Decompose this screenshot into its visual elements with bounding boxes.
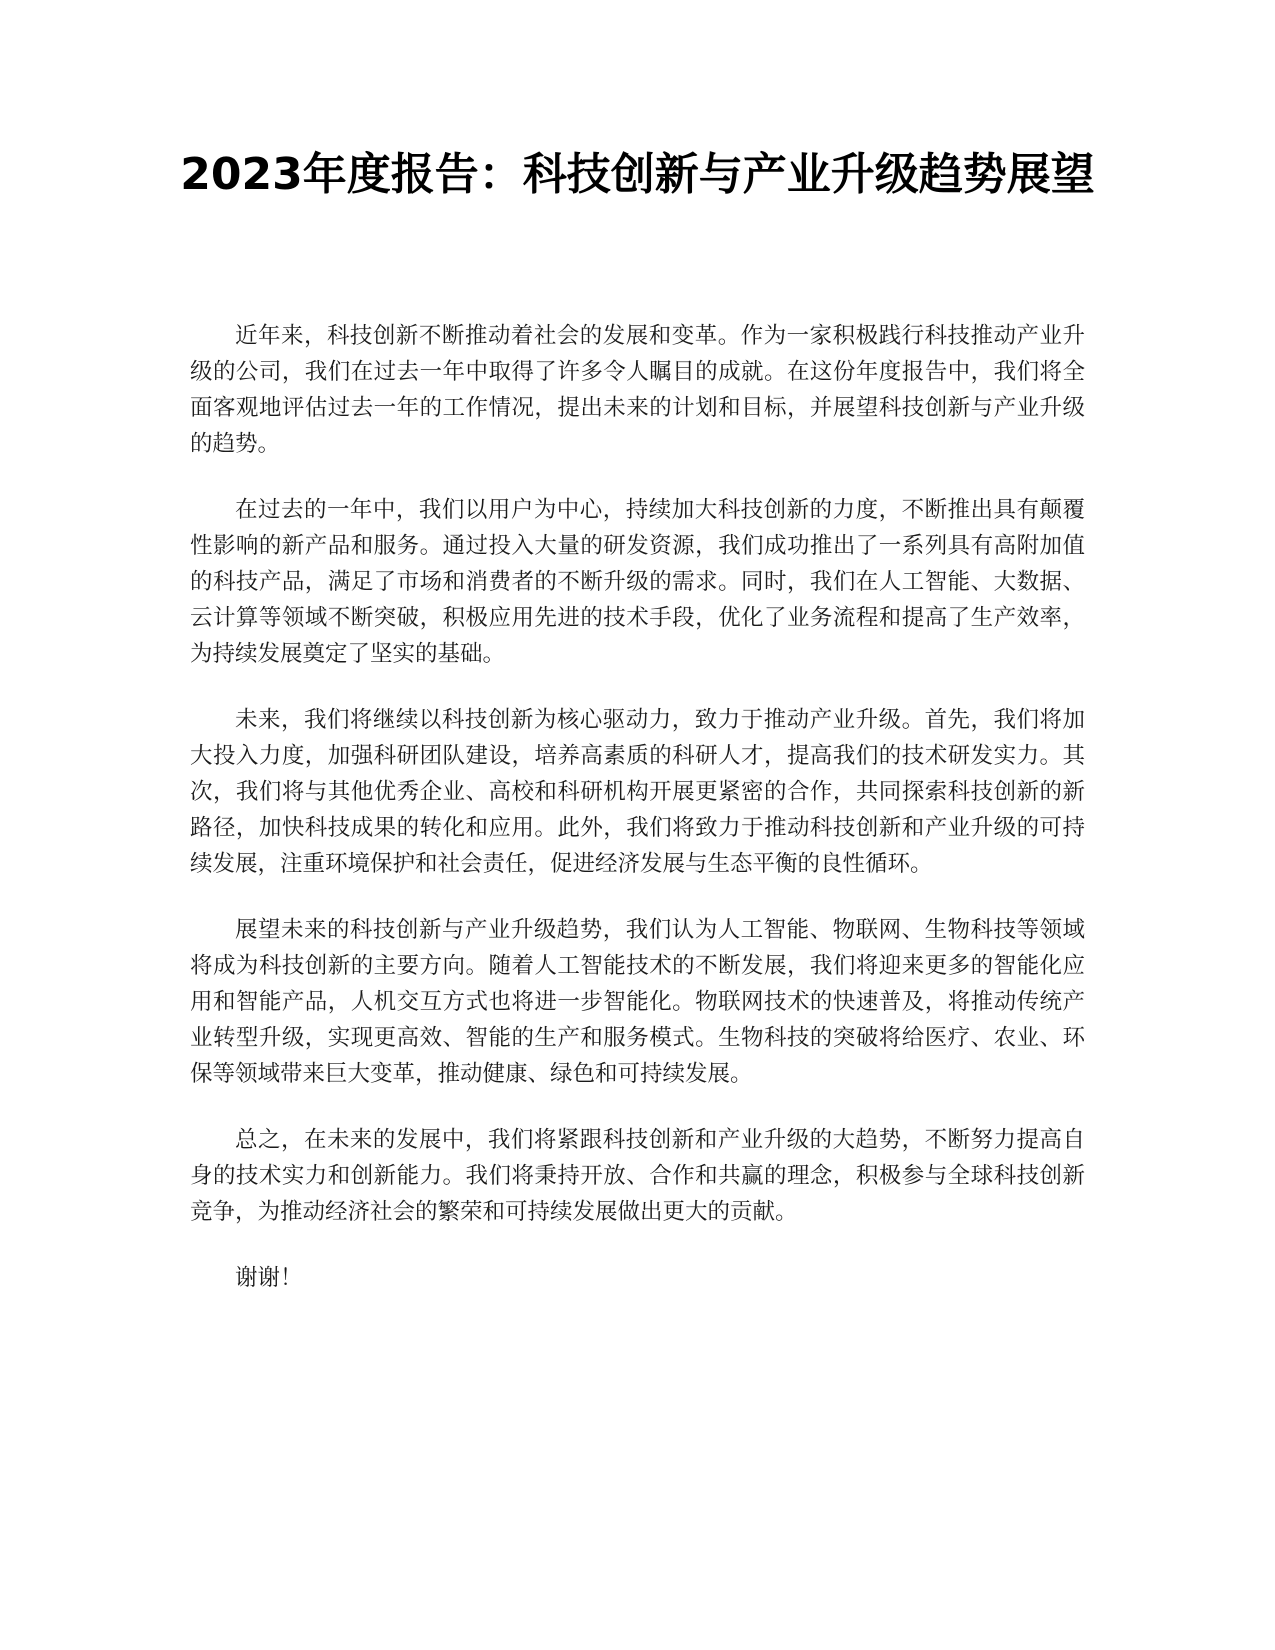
closing-thanks: 谢谢！ — [235, 1265, 303, 1291]
document-body — [190, 318, 1085, 1296]
paragraph-intro: 近年来，科技创新不断推动着社会的发展和变革。作为一家积极践行科技推动产业升级的公司，我们在过去一年中取得了许多令人瞩目的成就。在这份年度报告中，我们将全面客观地评估过去一年的工作情况，提出未来的计划和目标，并展望科技创新与产业升级的趋势。 — [190, 323, 1085, 457]
paragraph-past-year: 在过去的一年中，我们以用户为中心，持续加大科技创新的力度，不断推出具有颠覆性影响的新产品和服务。通过投入大量的研发资源，我们成功推出了一系列具有高附加值的科技产品，满足了市场和消费者的不断升级的需求。同时，我们在人工智能、大数据、云计算等领域不断突破，积极应用先进的技术手段，优化了业务流程和提高了生产效率，为持续发展奠定了坚实的基础。 — [190, 497, 1085, 667]
paragraph-future-plans: 未来，我们将继续以科技创新为核心驱动力，致力于推动产业升级。首先，我们将加大投入力度，加强科研团队建设，培养高素质的科研人才，提高我们的技术研发实力。其次，我们将与其他优秀企业、高校和科研机构开展更紧密的合作，共同探索科技创新的新路径，加快科技成果的转化和应用。此外，我们将致力于推动科技创新和产业升级的可持续发展，注重环境保护和社会责任，促进经济发展与生态平衡的良性循环。 — [190, 707, 1085, 877]
document-title: 2023年度报告：科技创新与产业升级趋势展望 — [180, 149, 1095, 200]
paragraph-trends: 展望未来的科技创新与产业升级趋势，我们认为人工智能、物联网、生物科技等领域将成为科技创新的主要方向。随着人工智能技术的不断发展，我们将迎来更多的智能化应用和智能产品，人机交互方式也将进一步智能化。物联网技术的快速普及，将推动传统产业转型升级，实现更高效、智能的生产和服务模式。生物科技的突破将给医疗、农业、环保等领域带来巨大变革，推动健康、绿色和可持续发展。 — [190, 917, 1085, 1087]
paragraph-conclusion: 总之，在未来的发展中，我们将紧跟科技创新和产业升级的大趋势，不断努力提高自身的技术实力和创新能力。我们将秉持开放、合作和共赢的理念，积极参与全球科技创新竞争，为推动经济社会的繁荣和可持续发展做出更大的贡献。 — [190, 1127, 1085, 1225]
